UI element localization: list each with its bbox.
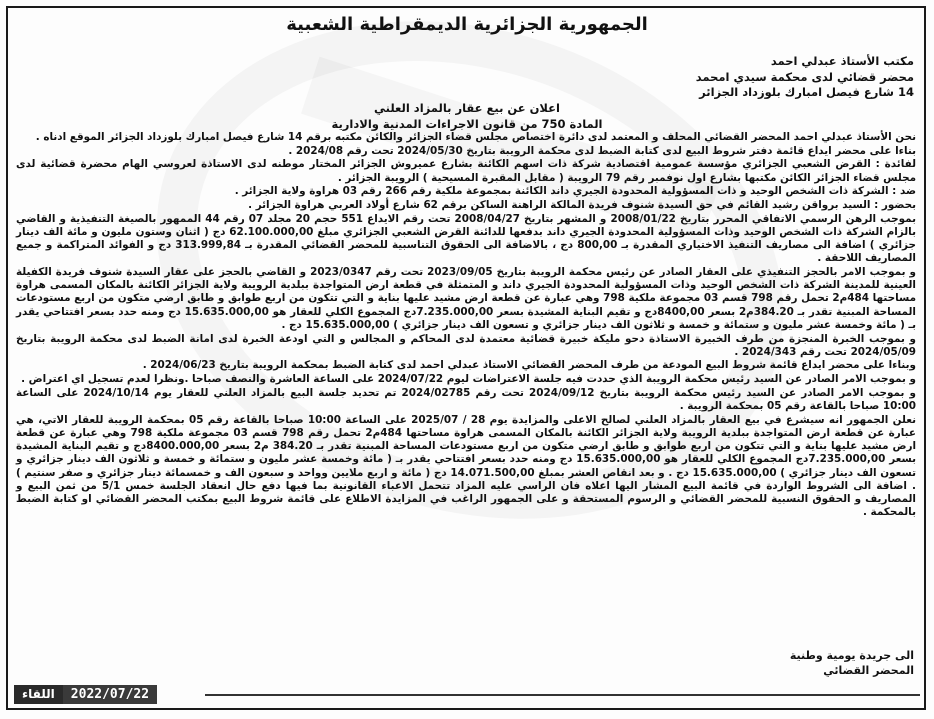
paragraph-intro: نحن الأستاذ عبدلي احمد المحضر القضائي المحلف و المعتمد لدى دائرة اختصاص مجلس قضاء الجزائر والكائن مكتبه برقم 14 شارع فيصل امبارك بلوزداد الجزائر الموقع ادناه . [35, 131, 916, 143]
date-rule [205, 694, 920, 696]
publication-bar [14, 685, 157, 704]
office-role: محضر قضائي لدى محكمة سيدي امحمد [695, 69, 914, 84]
notice-title [0, 100, 934, 132]
footer-signatory: المحضر القضائي [823, 664, 914, 677]
notice-title-main: اعلان عن بيع عقار بالمزاد العلني [374, 101, 560, 115]
newspaper-name: اللقاء [14, 685, 63, 704]
notice-title-article: المادة 750 من قانون الاجراءات المدنية والادارية [331, 117, 603, 131]
office-street: 14 شارع فيصل امبارك بلوزداد الجزائر [699, 85, 914, 99]
footer-newspaper: الى جريدة يومية وطنية [789, 649, 914, 662]
footer-signature [614, 648, 914, 678]
notice-body [16, 131, 916, 519]
publication-date: 2022/07/22 [63, 685, 157, 704]
paragraph-beneficiary: لفائدة : القرض الشعبي الجزائري مؤسسة عمومية اقتصادية شركة ذات اسهم الكائنة بشارع عميروش الجزائر المختار موطنه لدى الاستاذة لعروسي الهام محضرة قضائية لدى مجلس قضاء الجزائر الكائن مكتبها بشارع اول نوفمبر رقم 79 الرويبة ( مقابل المقبرة المسيحية ) الرويبة الجزائر . [16, 158, 916, 184]
paragraph-expertise: و بموجب الخبرة المنجزة من طرف الخبيرة الاستاذة دحو مليكة خبيرة قضائية معتمدة لدى المحاكم و المجالس و التي اودعة الخبرة لدى امانة الضبط لدى محكمة الرويبة بتاريخ 2024/05/09 تحت رقم 2024/343 . [16, 332, 916, 358]
paragraph-deposit: بناءا على محضر ايداع قائمة دفتر شروط البيع لدى كتابة الضبط لدى محكمة الرويبة بتاريخ 2024/05/30 تحت رقم 2024/08 . [288, 144, 916, 157]
republic-heading: الجمهورية الجزائرية الديمقراطية الشعبية [286, 14, 648, 35]
paragraph-conditions: وبناءا على محضر ايداع قائمة شروط البيع المودعة من طرف المحضر القضائي الاستاذ عبدلي احمد لدى كتابة الضبط بمحكمة الرويبة بتاريخ 2024/06/23 . [142, 359, 916, 372]
paragraph-presence: بحضور : السيد برواقن رشيد القائم في حق السيدة شنوف فريدة المالكة الراهنة الساكن برقم 62 شارع أولاد العربي هراوة الجزائر . [248, 199, 916, 212]
paragraph-mortgage: بموجب الرهن الرسمي الاتفاقي المحرر بتاريخ 2008/01/22 و المشهر بتاريخ 2008/04/27 تحت رقم الايداع 551 حجم 20 مجلد 07 رقم 44 الممهور بالصيغة التنفيذية و القاضي بالزام الشركة ذات الشخص الوحيد وذات المسؤولية المحدودة الجيري داند بدفعها للدائنة القرض الشعبي الجزائري مبلغ 62.100.000,00 دج ( اثنان وستون مليون و مائة الف دينار جزائري ) اضافة الى مصاريف التنفيذ الاختياري المقدرة بـ 800,00 دج ، بالاضافة الى الحقوق التناسبية للمحضر القضائي المقدرة بـ 313.999,84 دج و الفوائد المتراكمة و جميع المصاريف اللاحقة . [16, 212, 917, 265]
paragraph-announcement: نعلن الجمهور انه سيشرع في بيع العقار بالمزاد العلني لصالح الاعلى والمزايدة يوم 28 / 2025/07 على الساعة 10:00 صباحا بالقاعة رقم 05 بمحكمة الرويبة للعقار الاتي، هي عبارة عن قطعة ارض المتواجدة ببلدية الرويبة ولاية الجزائر الكائنة بالمكان المسمى هراوة مساحتها 484م2 تحمل رقم 798 قسم 03 مجموعة ملكية 798 وهي عبارة عن قطعة ارض مشيد عليها بناية و التي تتكون من اربع طوابق و طابق ارضي متكون من اربع مستودعات المساحة المبنية تقدر بـ 384.20 م2 بسعر 8400.000,00دج و تقيم البناية المشيدة بسعر 7.235.000,00دج المجموع الكلي للعقار هو 15.635.000,00 دج ومنه حدد بسعر افتتاحي يقدر بـ ( مائة وخمسة عشر مليون و ستمائة و خمسة و ثلاثون الف دينار جزائري و تسعون الف دينار جزائري ) 15.635.000,00 دج . و بعد انقاص العشر بمبلغ 14.071.500,00 دج ( مائة و اربع ملايين وواحد و سبعون الف و خمسمائة دينار جزائري و صفر سنتيم ) . اضافة الى الشروط الواردة في قائمة البيع المشار اليها اعلاه فان الراسي عليه المزاد تتحمل الاعباء القانونية بما فيها دفع حال انعقاد الجلسة خمس 5/1 من ثمن البيع و المصاريف و الحقوق النسبية للمحضر القضائي و الرسوم المستحقة و على الجمهور الراغب في المزايدة الاطلاع على قائمة شروط البيع بمكتب المحضر القضائي او كتابة الضبط بالمحكمة . [16, 413, 917, 519]
paragraph-defendant: ضد : الشركة ذات الشخص الوحيد و ذات المسؤولية المحدودة الجيري داند الكائنة بمجموعة ملكية رقم 266 رقم 03 هراوة ولاية الجزائر . [234, 185, 916, 198]
office-address [514, 54, 914, 101]
office-name: مكتب الأستاذ عبدلي احمد [770, 54, 914, 68]
paragraph-seizure: و بموجب الامر بالحجز التنفيذي على العقار الصادر عن رئيس محكمة الرويبة بتاريخ 2023/09/05 تحت رقم 2023/0347 و القاضي بالحجز على عقار السيدة شنوف فريدة الكفيلة العينية للمدينة الشركة ذات الشخص الوحيد وذات المسؤولية المحدودة الجيري داند و المتمثلة في قطعة ارض المتواجدة ببلدية الرويبة ولاية الجزائر الكائنة بالمكان المسمى هراوة مساحتها 484م2 تحمل رقم 798 قسم 03 مجموعة ملكية 798 وهي عبارة عن قطعة ارض مشيد عليها بناية و التي تتكون من اربع طوابق و طابق ارضي متكون من اربع مستودعات المساحة المبنية تقدر بـ 384.20م2 بسعر 8400,00دج و تقيم البناية المشيدة بسعر 7.235.000,00دج المجموع الكلي للعقار هو 15.635.000,00 دج ومنه حدد بسعر افتتاحي يقدر بـ ( مائة وخمسة عشر مليون و ستمائة و خمسة و ثلاثون الف دينار جزائري و تسعون الف دينار جزائري ) 15.635.000,00 دج . [16, 266, 916, 331]
paragraph-objections: و بموجب الامر الصادر عن السيد رئيس محكمة الرويبة الذي حددت فيه جلسة الاعتراضات ليوم 2024/07/22 على الساعة العاشرة والنصف صباحا .ونظرا لعدم تسجيل اي اعتراض . [21, 373, 916, 386]
paragraph-session: و بموجب الامر الصادر عن السيد رئيس محكمة الرويبة بتاريخ 2024/09/12 تحت رقم 2024/02785 تم تحديد جلسة البيع بالمزاد العلني للعقار يوم 2024/10/14 على الساعة 10:00 صباحا بالقاعة رقم 05 بمحكمة الرويبة . [16, 386, 916, 413]
